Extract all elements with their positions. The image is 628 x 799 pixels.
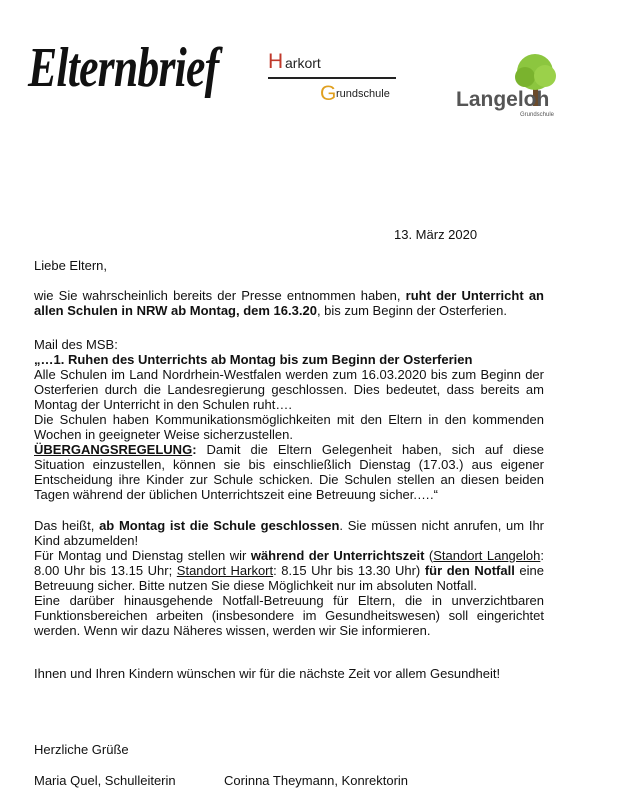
harkort-school-logo <box>268 46 398 108</box>
letter-title: Elternbrief <box>28 37 219 99</box>
closing-paragraph-3: Eine darüber hinausgehende Notfall-Betreuung für Eltern, die in unverzichtbaren Funktionsbereichen arbeiten (insbesondere im Gesundheitswesen) soll eingerichtet werden. Wenn wir dazu Näheres wissen, werden wir Sie informieren. <box>34 593 544 638</box>
msb-paragraph-3 <box>34 442 544 502</box>
harkort-logo-g: G <box>320 82 337 105</box>
harkort-logo-rule <box>268 77 396 79</box>
langeloh-logo-subtext: Grundschule <box>520 112 555 118</box>
msb-paragraph-2: Die Schulen haben Kommunikationsmöglichkeiten mit den Eltern in den kommenden Wochen in geeigneter Weise sicherzustellen. <box>34 412 544 442</box>
care-text-3: : 8.00 Uhr bis 13.15 Uhr; <box>34 548 544 578</box>
msb-paragraph-1: Alle Schulen im Land Nordrhein-Westfalen werden zum 16.03.2020 bis zum Beginn der Osterferien durch die Landesregierung geschlossen. Dies bedeutet, dass bereits am Montag der Unterricht in den Schulen ruht…. <box>34 367 544 412</box>
signature-name-1: Maria Quel, Schulleiterin <box>34 773 176 788</box>
letter-date: 13. März 2020 <box>394 227 478 242</box>
location-harkort: Standort Harkort <box>176 563 274 578</box>
transition-rule-text: Damit die Eltern Gelegenheit haben, sich auf diese Situation einzustellen, können sie bis einschließlich Dienstag (17.03.) aus eigener Entscheidung ihre Kinder zur Schule schicken. Die Schulen stellen an diesen beiden Tagen während der üblichen Unterrichtszeit eine Betreuung sicher.….“ <box>34 442 544 502</box>
location-langeloh: Standort Langeloh <box>433 548 541 563</box>
care-bold-emergency: für den Notfall <box>424 563 515 578</box>
msb-label: Mail des MSB: <box>34 337 118 352</box>
care-text: Für Montag und Dienstag stellen wir <box>34 548 251 563</box>
wish-line: Ihnen und Ihren Kindern wünschen wir für die nächste Zeit vor allem Gesundheit! <box>34 666 501 681</box>
closing-paragraph-1 <box>34 518 544 548</box>
harkort-logo-text: arkort <box>285 55 321 71</box>
transition-rule-colon: : <box>192 442 197 457</box>
closing-text: Das heißt, <box>34 518 100 533</box>
signature-name-2: Corinna Theymann, Konrektorin <box>224 773 409 788</box>
msb-quote <box>34 337 544 502</box>
intro-bold: ruht der Unterricht an allen Schulen in NRW ab Montag, dem 16.3.20 <box>34 288 544 318</box>
msb-heading: „…1. Ruhen des Unterrichts ab Montag bis zum Beginn der Osterferien <box>34 352 473 367</box>
langeloh-logo-text: Langeloh <box>456 88 550 111</box>
intro-text: wie Sie wahrscheinlich bereits der Presse entnommen haben, <box>34 288 406 303</box>
care-bold-time: während der Unterrichtszeit <box>250 548 425 563</box>
closing-paragraph-2 <box>34 548 544 593</box>
signature-greeting: Herzliche Grüße <box>34 742 129 757</box>
care-text-4: : 8.15 Uhr bis 13.30 Uhr) <box>273 563 425 578</box>
closing-section <box>34 518 544 638</box>
transition-rule-label: ÜBERGANGSREGELUNG <box>34 442 193 457</box>
closing-text-2: . Sie müssen nicht anrufen, um Ihr Kind abzumelden! <box>34 518 545 548</box>
intro-text-end: , bis zum Beginn der Osterferien. <box>316 303 507 318</box>
salutation: Liebe Eltern, <box>34 258 107 273</box>
intro-paragraph <box>34 288 544 318</box>
care-text-5: eine Betreuung sicher. Bitte nutzen Sie diese Möglichkeit nur im absoluten Notfall. <box>34 563 544 593</box>
langeloh-school-logo <box>454 52 558 124</box>
harkort-logo-subtext: rundschule <box>336 88 390 100</box>
closing-bold: ab Montag ist die Schule geschlossen <box>99 518 340 533</box>
care-text-2: ( <box>424 548 434 563</box>
harkort-logo-h: H <box>268 50 284 73</box>
